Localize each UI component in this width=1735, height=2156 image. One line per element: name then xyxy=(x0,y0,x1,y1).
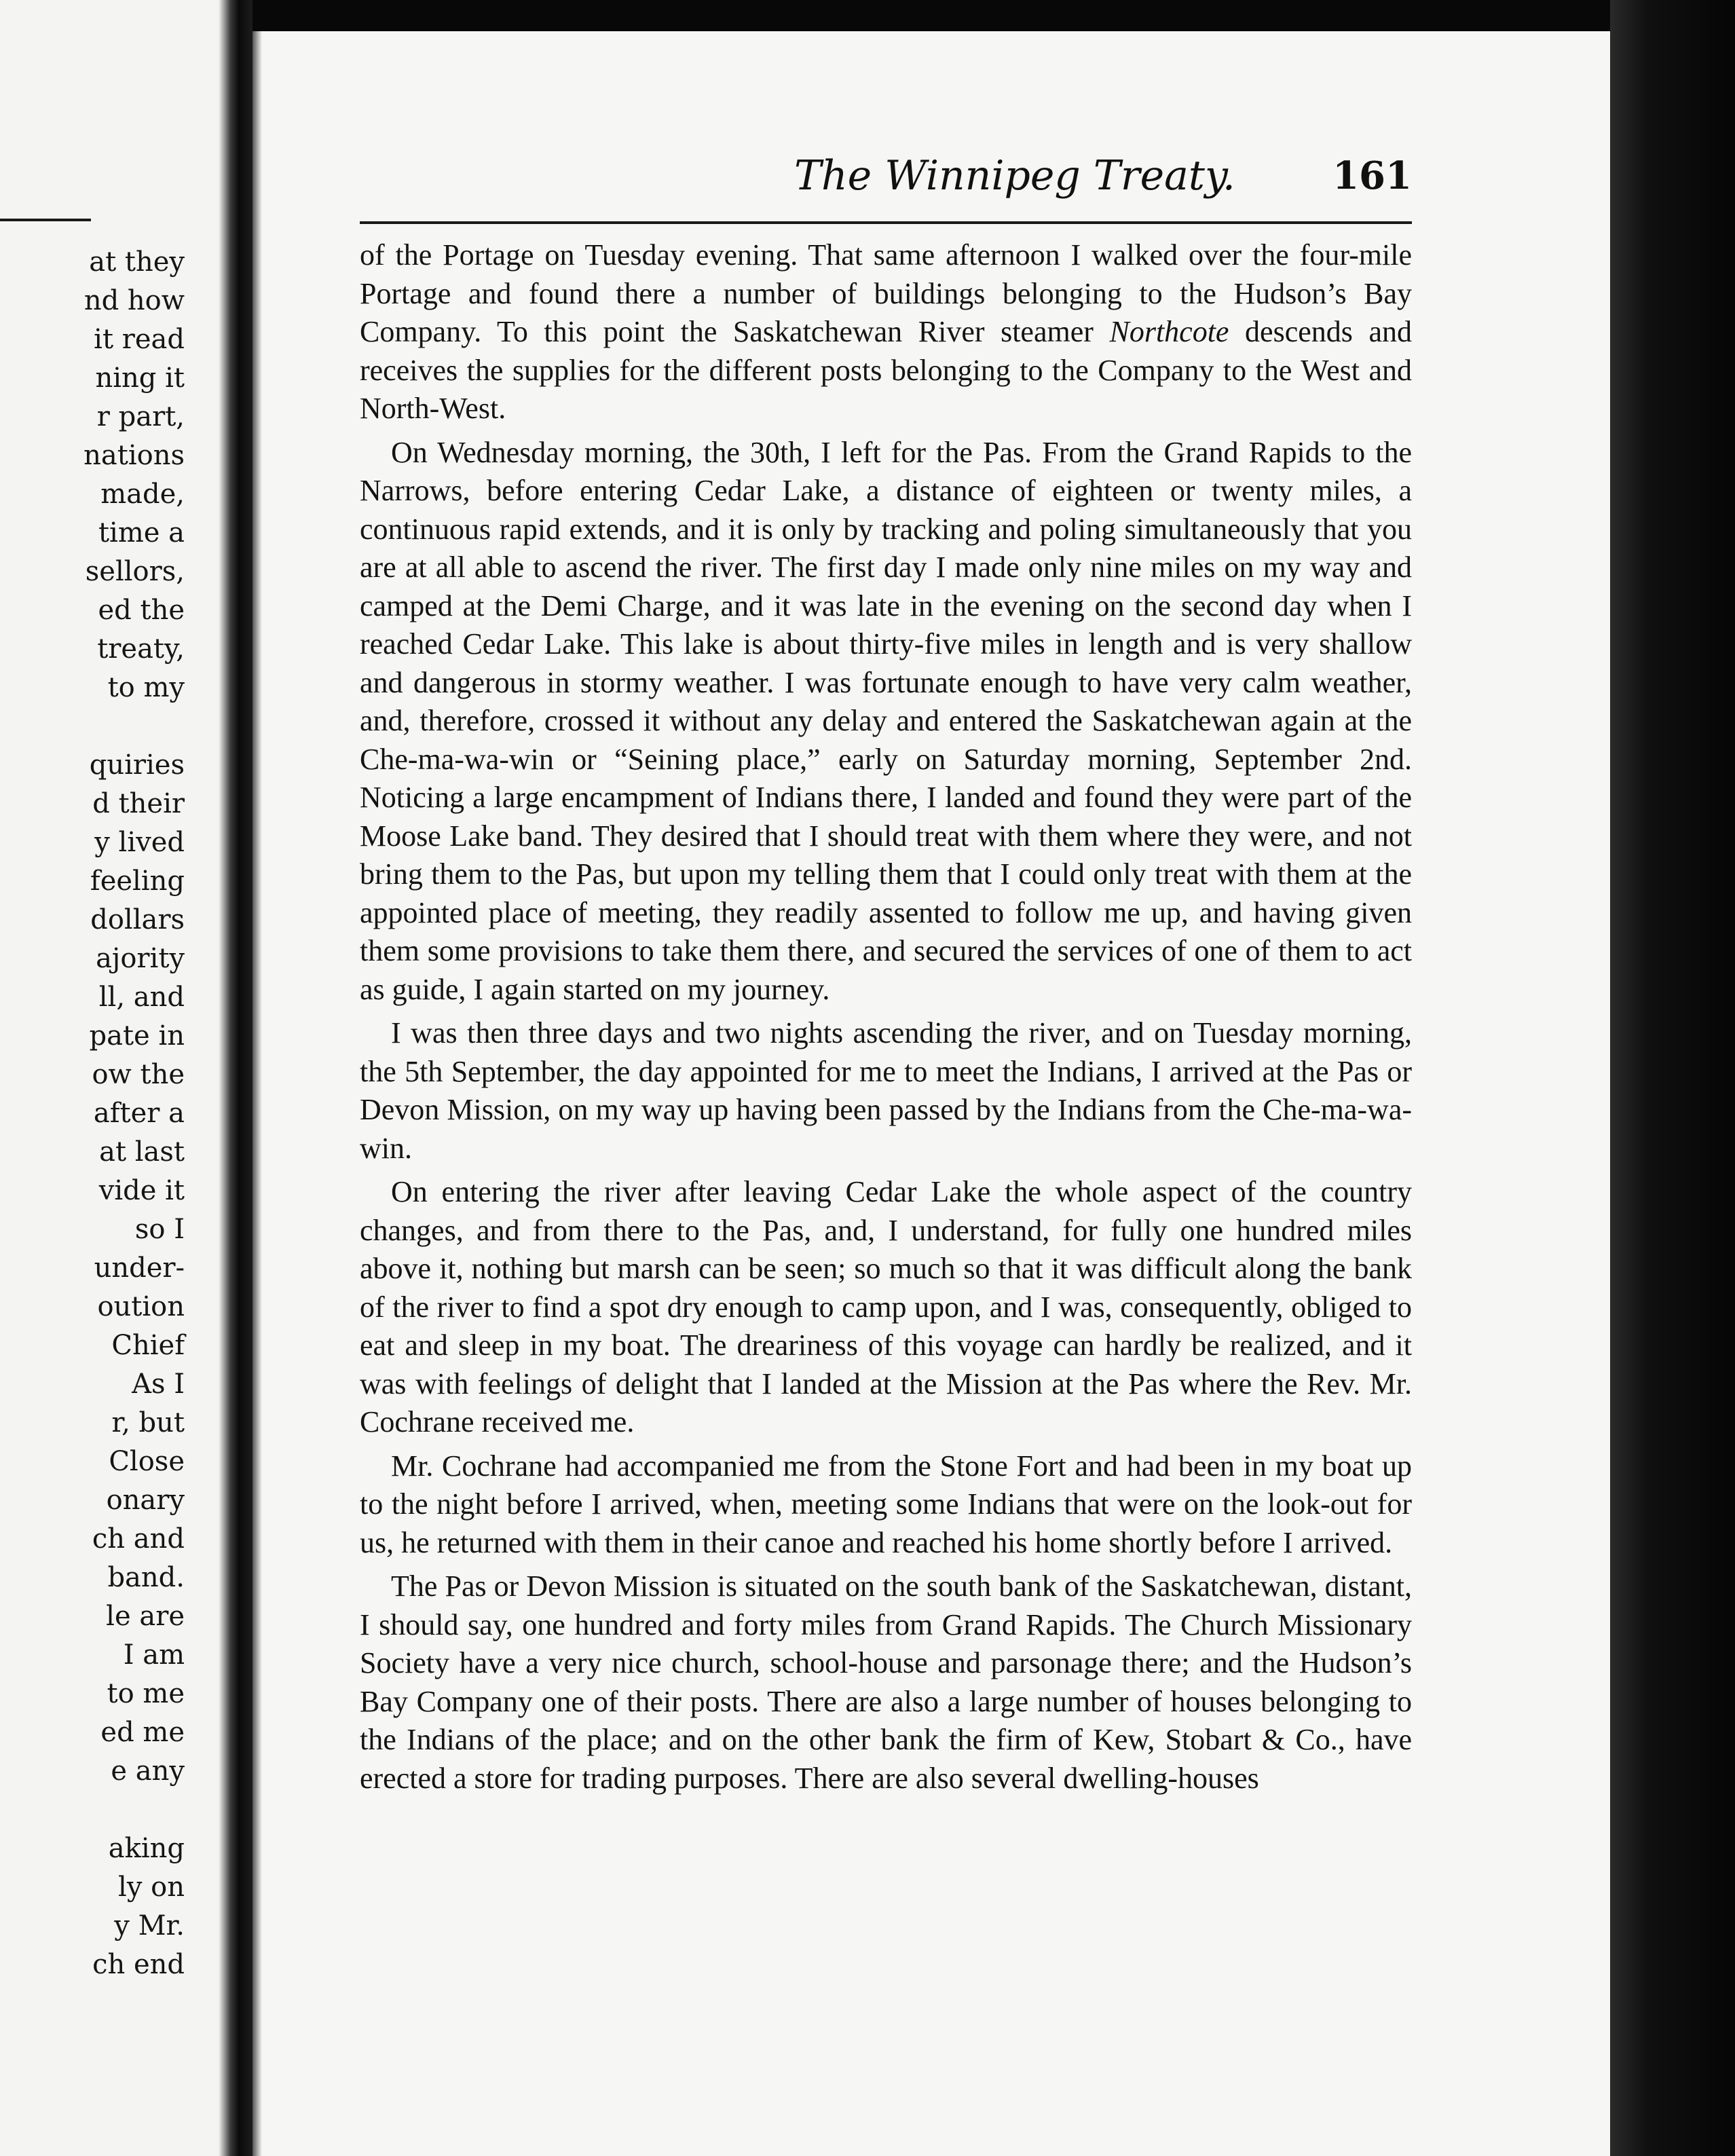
facing-page-line: time a xyxy=(98,517,185,549)
facing-page-line: under- xyxy=(94,1252,185,1284)
facing-page-rule xyxy=(0,219,91,221)
paragraph: On entering the river after leaving Cedar Lake the whole aspect of the country changes, and from there to the Pas, and, I understand, for fully one hundred miles above it, nothing but marsh can be seen; so much so that it was difficult along the bank of the river to find a spot dry enough to camp upon, and I was, consequently, obliged to eat and sleep in my boat. The dreariness of this voyage can hardly be realized, and it was with feelings of delight that I landed at the Mission at the Pas where the Rev. Mr. Cochrane received me. xyxy=(360,1175,1412,1438)
running-head xyxy=(360,145,1412,206)
facing-page-line: ch and xyxy=(92,1523,185,1555)
facing-page-line: onary xyxy=(106,1485,185,1516)
paragraph xyxy=(360,236,1412,428)
page-number: 161 xyxy=(1332,153,1412,198)
facing-page-text xyxy=(83,243,185,1984)
facing-page-gap xyxy=(83,1791,185,1829)
facing-page-gap xyxy=(83,707,185,746)
facing-page-line: ll, and xyxy=(98,982,185,1013)
facing-page-line: e any xyxy=(111,1755,185,1787)
facing-page-line: band. xyxy=(107,1562,185,1593)
header-rule xyxy=(360,221,1412,224)
paragraph: I was then three days and two nights ascending the river, and on Tuesday morning, the 5th September, the day appointed for me to meet the Indians, I arrived at the Pas or Devon Mission, on my way up having been passed by the Indians from the Che-ma-wa-win. xyxy=(360,1016,1412,1165)
paragraph-text: descends and receives the supplies for the different posts belonging to the Company to the West and North-West. xyxy=(360,315,1412,425)
facing-page-line: pate in xyxy=(89,1020,185,1052)
paragraph-text: of the Portage on Tuesday evening. That same afternoon I walked over the four-mile Portage and found there a number of buildings belonging to the Hudson’s Bay Company. To this point the Saskatchewan River steamer xyxy=(360,238,1412,348)
facing-page-line: As I xyxy=(132,1369,185,1400)
facing-page-line: oution xyxy=(97,1291,185,1322)
facing-page-line: ly on xyxy=(118,1872,185,1903)
facing-page-line: Close xyxy=(109,1446,185,1477)
facing-page-line: nd how xyxy=(83,285,185,316)
facing-page-line: sellors, xyxy=(85,556,185,587)
facing-page-line: it read xyxy=(94,324,185,355)
facing-page-line: nations xyxy=(83,440,185,471)
facing-page-line: at they xyxy=(89,246,185,278)
facing-page-line: to my xyxy=(107,672,185,703)
ship-name: Northcote xyxy=(1109,315,1229,348)
facing-page-line: r, but xyxy=(111,1407,185,1438)
facing-page-line: I am xyxy=(123,1639,185,1671)
facing-page-line: feeling xyxy=(90,866,185,897)
book-edge xyxy=(1610,0,1735,2156)
page xyxy=(253,31,1610,2156)
facing-page xyxy=(0,0,219,2156)
paragraph: The Pas or Devon Mission is situated on the south bank of the Saskatchewan, distant, I should say, one hundred and forty miles from Grand Rapids. The Church Missionary Society have a very nice church, school-house and parsonage there; and the Hudson’s Bay Company one of their posts. There are also a large number of houses belonging to the Indians of the place; and on the other bank the firm of Kew, Stobart & Co., have erected a store for trading purposes. There are also several dwelling-houses xyxy=(360,1569,1412,1795)
facing-page-line: d their xyxy=(92,788,185,819)
facing-page-line: after a xyxy=(93,1098,185,1129)
body-text xyxy=(360,236,1412,1798)
running-title: The Winnipeg Treaty. xyxy=(794,152,1235,200)
facing-page-line: quiries xyxy=(89,749,185,781)
facing-page-line: vide it xyxy=(98,1175,185,1206)
facing-page-line: so I xyxy=(134,1214,185,1245)
facing-page-line: y Mr. xyxy=(114,1910,185,1941)
facing-page-line: to me xyxy=(107,1678,185,1709)
facing-page-line: r part, xyxy=(96,401,185,432)
facing-page-line: ajority xyxy=(96,943,185,974)
page-shadow xyxy=(253,31,262,2156)
facing-page-line: made, xyxy=(100,479,185,510)
facing-page-line: ch end xyxy=(92,1949,185,1980)
facing-page-line: ed the xyxy=(98,595,185,626)
paragraph: On Wednesday morning, the 30th, I left for the Pas. From the Grand Rapids to the Narrows, before entering Cedar Lake, a distance of eighteen or twenty miles, a continuous rapid extends, and it is only by tracking and poling simultaneously that you are at all able to ascend the river. The first day I made only nine miles on my way and camped at the Demi Charge, and it was late in the evening on the second day when I reached Cedar Lake. This lake is about thirty-five miles in length and is very shallow and dangerous in stormy weather. I was fortunate enough to have very calm weather, and, therefore, crossed it without any delay and entered the Saskatchewan again at the Che-ma-wa-win or “Seining place,” early on Saturday morning, September 2nd. Noticing a large encampment of Indians there, I landed and found they were part of the Moose Lake band. They desired that I should treat with them where they were, and not bring them to the Pas, but upon my telling them that I could only treat with them at the appointed place of meeting, they readily assented to follow me up, and having given them some provisions to take them there, and secured the services of one of them to act as guide, I again started on my journey. xyxy=(360,435,1412,1006)
book-gutter xyxy=(219,0,253,2156)
facing-page-line: ning it xyxy=(95,363,185,394)
facing-page-line: Chief xyxy=(111,1330,185,1361)
facing-page-line: le are xyxy=(106,1601,185,1632)
facing-page-line: y lived xyxy=(94,827,185,858)
facing-page-line: aking xyxy=(108,1833,185,1864)
facing-page-line: ow the xyxy=(92,1059,185,1090)
facing-page-line: at last xyxy=(99,1136,185,1168)
paragraph: Mr. Cochrane had accompanied me from the Stone Fort and had been in my boat up to the night before I arrived, when, meeting some Indians that were on the look-out for us, he returned with them in their canoe and reached his home shortly before I arrived. xyxy=(360,1449,1412,1559)
facing-page-line: ed me xyxy=(100,1717,185,1748)
facing-page-line: dollars xyxy=(90,904,185,935)
facing-page-line: treaty, xyxy=(97,633,185,665)
